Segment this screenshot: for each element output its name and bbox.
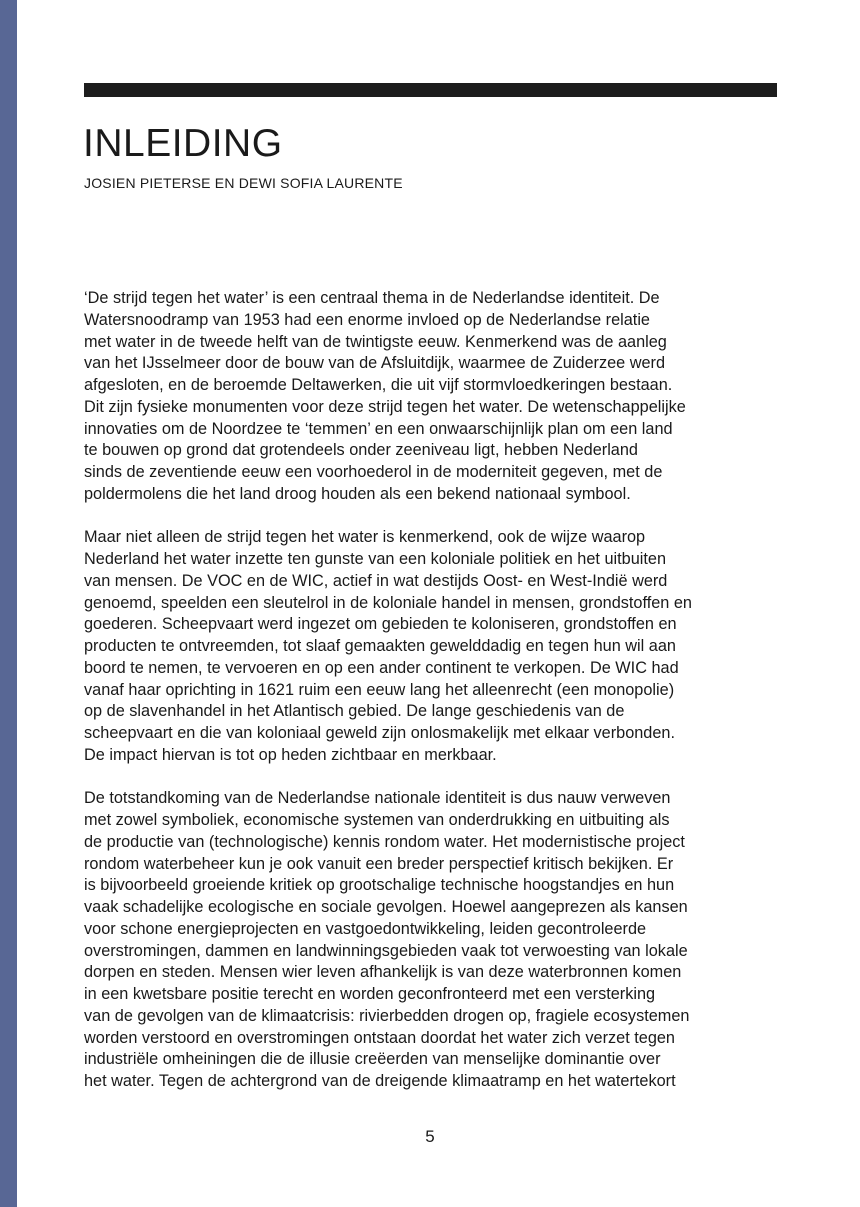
- text-line: van het IJsselmeer door de bouw van de Afsluitdijk, waarmee de Zuiderzee werd: [84, 354, 666, 373]
- body-text: [84, 288, 784, 1115]
- paragraph: [84, 527, 784, 766]
- text-line: dorpen en steden. Mensen wier leven afhankelijk is van deze waterbronnen komen: [84, 963, 682, 982]
- text-line: boord te nemen, te vervoeren en op een ander continent te verkopen. De WIC had: [84, 658, 679, 677]
- paragraph: [84, 788, 784, 1093]
- page-number: 5: [425, 1127, 435, 1146]
- authors-byline: JOSIEN PIETERSE EN DEWI SOFIA LAURENTE: [84, 175, 403, 191]
- text-line: scheepvaart en die van koloniaal geweld zijn onlosmakelijk met elkaar verbonden.: [84, 724, 675, 742]
- text-line: de productie van (technologische) kennis rondom water. Het modernistische project: [84, 832, 685, 851]
- text-line: voor schone energieprojecten en vastgoedontwikkeling, leiden gecontroleerde: [84, 919, 647, 938]
- text-line: afgesloten, en de beroemde Deltawerken, die uit vijf stormvloedkeringen bestaan.: [84, 376, 673, 394]
- text-line: vanaf haar oprichting in 1621 ruim een eeuw lang het alleenrecht (een monopolie): [84, 680, 675, 699]
- text-line: rondom waterbeheer kun je ook vanuit een breder perspectief kritisch bekijken. Er: [84, 854, 674, 873]
- text-line: De totstandkoming van de Nederlandse nationale identiteit is dus nauw verweven: [84, 789, 671, 808]
- text-line: van mensen. De VOC en de WIC, actief in wat destijds Oost- en West-Indië werd: [84, 571, 668, 590]
- text-line: het water. Tegen de achtergrond van de dreigende klimaatramp en het watertekort: [84, 1072, 676, 1090]
- text-line: Dit zijn fysieke monumenten voor deze strijd tegen het water. De wetenschappelijke: [84, 397, 686, 416]
- text-line: Nederland het water inzette ten gunste van een koloniale politiek en het uitbuiten: [84, 550, 666, 568]
- text-line: genoemd, speelden een sleutelrol in de koloniale handel in mensen, grondstoffen en: [84, 593, 692, 612]
- text-line: ‘De strijd tegen het water’ is een centraal thema in de Nederlandse identiteit. De: [84, 289, 660, 307]
- text-line: met zowel symboliek, economische systemen van onderdrukking en uitbuiting als: [84, 811, 670, 829]
- text-line: innovaties om de Noordzee te ‘temmen’ en een onwaarschijnlijk plan om een land: [84, 419, 673, 438]
- text-line: te bouwen op grond dat grotendeels onder zeeniveau ligt, hebben Nederland: [84, 441, 638, 460]
- header-rule: [84, 83, 777, 97]
- text-line: Maar niet alleen de strijd tegen het water is kenmerkend, ook de wijze waarop: [84, 528, 646, 547]
- text-line: met water in de tweede helft van de twintigste eeuw. Kenmerkend was de aanleg: [84, 332, 667, 351]
- text-line: is bijvoorbeeld groeiende kritiek op grootschalige technische hoogstandjes en hun: [84, 876, 675, 895]
- paragraph: [84, 288, 784, 506]
- text-line: worden verstoord en overstromingen ontstaan doordat het water zich verzet tegen: [84, 1028, 675, 1047]
- text-line: De impact hiervan is tot op heden zichtbaar en merkbaar.: [84, 745, 497, 764]
- text-line: poldermolens die het land droog houden als een bekend nationaal symbool.: [84, 484, 631, 503]
- text-line: vaak schadelijke ecologische en sociale gevolgen. Hoewel aangeprezen als kansen: [84, 898, 688, 916]
- text-line: in een kwetsbare positie terecht en worden geconfronteerd met een versterking: [84, 985, 656, 1003]
- text-line: producten te ontvreemden, tot slaaf gemaakten gewelddadig en tegen hun wil aan: [84, 637, 676, 655]
- text-line: Watersnoodramp van 1953 had een enorme invloed op de Nederlandse relatie: [84, 310, 650, 329]
- text-line: overstromingen, dammen en landwinningsgebieden vaak tot verwoesting van lokale: [84, 941, 688, 960]
- text-line: van de gevolgen van de klimaatcrisis: rivierbedden drogen op, fragiele ecosystemen: [84, 1006, 690, 1025]
- text-line: sinds de zeventiende eeuw een voorhoederol in de moderniteit gegeven, met de: [84, 463, 663, 481]
- text-line: industriële omheiningen die de illusie creëerden van menselijke dominantie over: [84, 1050, 661, 1069]
- text-line: op de slavenhandel in het Atlantisch gebied. De lange geschiedenis van de: [84, 702, 625, 721]
- side-color-stripe: [0, 0, 17, 1207]
- page-title: INLEIDING: [83, 122, 283, 165]
- text-line: goederen. Scheepvaart werd ingezet om gebieden te koloniseren, grondstoffen en: [84, 615, 677, 634]
